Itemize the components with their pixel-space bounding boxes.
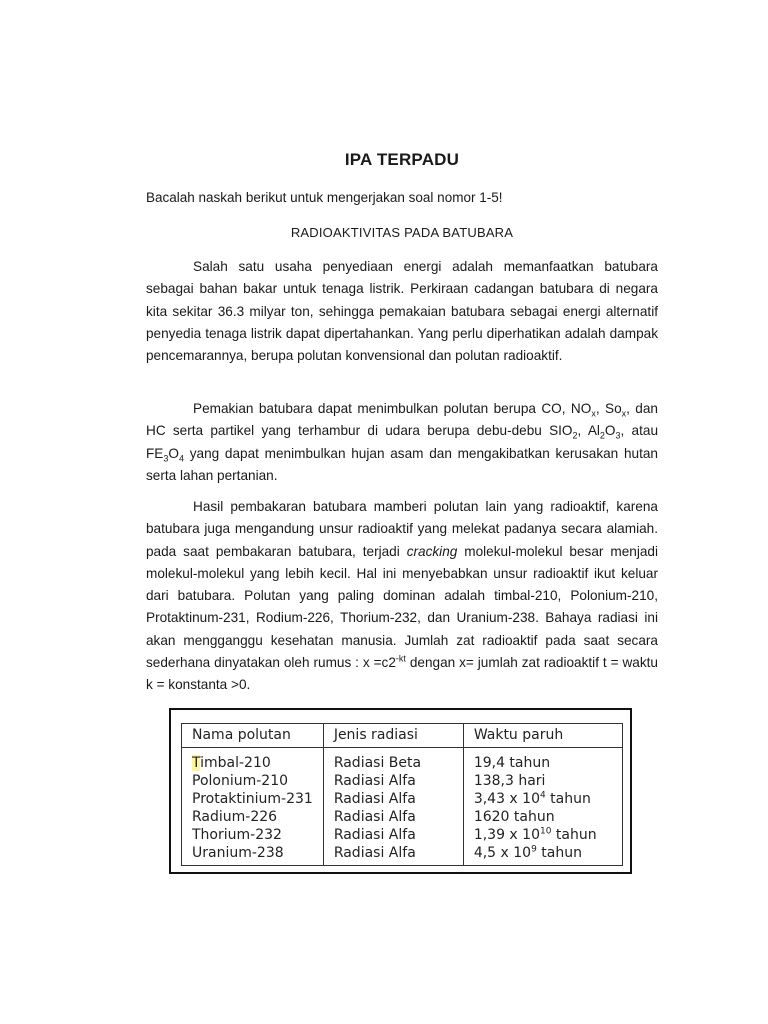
- p3-text: Hasil pembakaran batubara mamberi polutan lain yang radioaktif, karena batubara juga mengandung unsur radioaktif yang melekat padanya secara alamiah. pada saat pembakaran batubara, terjadi: [146, 499, 658, 559]
- instruction-text: Bacalah naskah berikut untuk mengerjakan soal nomor 1-5!: [146, 190, 503, 205]
- pollutant-table: [181, 723, 623, 866]
- header-waktu-paruh: Waktu paruh: [463, 724, 622, 748]
- page-title: IPA TERPADU: [344, 150, 460, 169]
- table-row: [182, 772, 623, 790]
- p2-sub: 3: [615, 431, 621, 442]
- halflife-unit: tahun: [551, 827, 597, 843]
- cell-name-rest: imbal-210: [200, 755, 271, 771]
- cell-halflife: 1620 tahun: [463, 808, 622, 826]
- cell-halflife: [463, 790, 622, 808]
- cell-name: Thorium-232: [182, 826, 324, 844]
- halflife-base: 4,5 x 10: [473, 845, 532, 861]
- p2-text: Pemakian batubara dapat menimbulkan polutan berupa CO, NO: [193, 401, 592, 416]
- halflife-base: 1,39 x 10: [473, 827, 540, 843]
- cell-name: Radium-226: [182, 808, 324, 826]
- cell-halflife: [463, 826, 622, 844]
- p2-sub: x: [591, 408, 596, 419]
- p3-text: molekul-molekul besar menjadi molekul-molekul yang lebih kecil. Hal ini menyebabkan unsur radioaktif ikut keluar dari batubara. Polutan yang paling dominan adalah timbal-210, Polonium-210, Protaktinum-231, Rodium-226, Thorium-232, dan Uranium-238. Bahaya radiasi ini akan mengganggu kesehatan manusia. Jumlah zat radioaktif pada saat secara sederhana dinyatakan oleh rumus : x =c2: [146, 543, 658, 671]
- halflife-exponent: 4: [539, 790, 546, 801]
- p2-text: , atau FE: [146, 423, 659, 461]
- highlighted-letter: T: [192, 755, 201, 771]
- cell-halflife: [463, 844, 622, 866]
- p2-text: , dan HC serta partikel yang terhambur di udara berupa debu-debu SIO: [146, 401, 658, 439]
- p2-text: O: [168, 445, 179, 461]
- p2-sub: 4: [178, 453, 184, 464]
- pollutant-table-figure: [169, 708, 632, 874]
- cell-name: Protaktinium-231: [182, 790, 324, 808]
- header-jenis-radiasi: Jenis radiasi: [323, 724, 463, 748]
- cell-name: [182, 748, 324, 773]
- halflife-base: 3,43 x 10: [473, 791, 540, 807]
- paragraph-3: [146, 496, 658, 697]
- p2-text: , Al: [577, 423, 600, 439]
- cell-radiation: Radiasi Alfa: [323, 826, 463, 844]
- p2-sub: 2: [599, 431, 605, 442]
- p3-italic-term: cracking: [406, 543, 458, 559]
- table-row: [182, 808, 623, 826]
- p2-sub: 2: [572, 431, 578, 442]
- table-header-row: [182, 724, 623, 748]
- table-row: [182, 790, 623, 808]
- table-row: [182, 826, 623, 844]
- halflife-exponent: 9: [531, 844, 537, 855]
- paragraph-1: [146, 256, 658, 367]
- halflife-unit: tahun: [545, 791, 591, 807]
- p2-text: yang dapat menimbulkan hujan asam dan mengakibatkan kerusakan hutan serta lahan pertanian.: [146, 445, 658, 483]
- cell-radiation: Radiasi Alfa: [323, 808, 463, 826]
- section-subtitle: RADIOAKTIVITAS PADA BATUBARA: [290, 225, 514, 240]
- halflife-exponent: 10: [539, 826, 552, 837]
- p2-sub: x: [621, 408, 627, 419]
- cell-halflife: 19,4 tahun: [463, 748, 622, 773]
- table-row: [182, 844, 623, 866]
- cell-name: Uranium-238: [182, 844, 324, 866]
- cell-radiation: Radiasi Beta: [323, 748, 463, 773]
- paragraph-2: [146, 398, 658, 487]
- cell-name: Polonium-210: [182, 772, 324, 790]
- p3-text: dengan x= jumlah zat radioaktif t = waktu k = konstanta >0.: [146, 655, 658, 693]
- cell-radiation: Radiasi Alfa: [323, 844, 463, 866]
- paragraph-1-text: Salah satu usaha penyediaan energi adalah memanfaatkan batubara sebagai bahan bakar untuk tenaga listrik. Perkiraan cadangan batubara di negara kita sekitar 36.3 milyar ton, sehingga pemakaian batubara sebagai energi alternatif penyedia tenaga listrik dapat dipertahankan. Yang perlu diperhatikan adalah dampak pencemarannya, berupa polutan konvensional dan polutan radioaktif.: [146, 259, 658, 364]
- p2-text: O: [604, 423, 616, 439]
- p3-formula-exponent: -kt: [395, 653, 406, 664]
- halflife-unit: tahun: [536, 845, 582, 861]
- cell-halflife: 138,3 hari: [463, 772, 622, 790]
- p2-sub: 3: [163, 453, 169, 464]
- p2-text: , So: [595, 401, 622, 416]
- table-row: [182, 748, 623, 773]
- cell-radiation: Radiasi Alfa: [323, 772, 463, 790]
- cell-radiation: Radiasi Alfa: [323, 790, 463, 808]
- header-nama-polutan: Nama polutan: [182, 724, 324, 748]
